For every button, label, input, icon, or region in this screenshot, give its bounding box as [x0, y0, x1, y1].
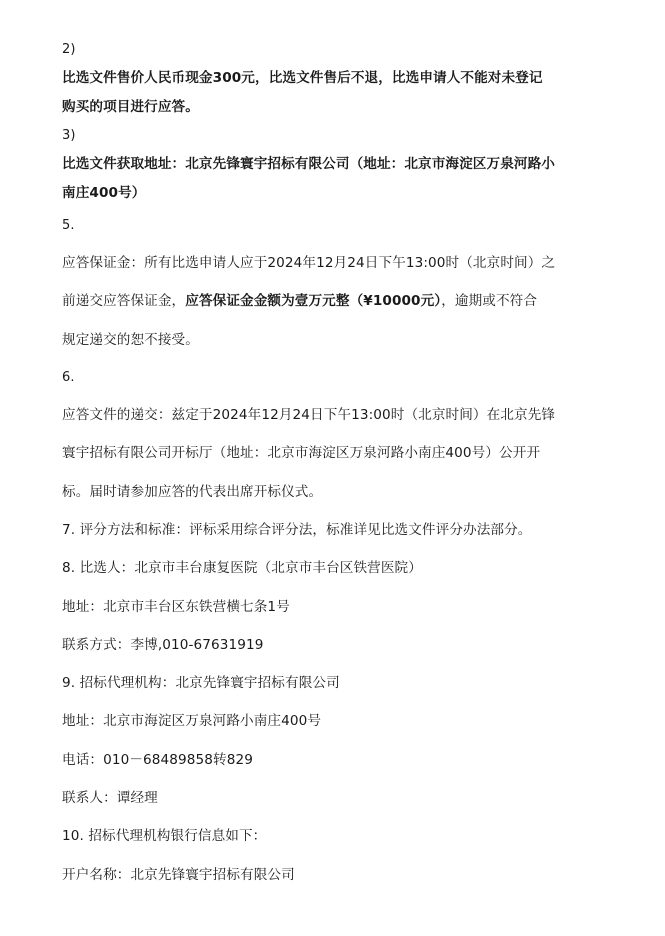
section-9-title: 9. 招标代理机构：北京先锋寰宇招标有限公司: [62, 675, 340, 691]
item-2-number: 2): [62, 42, 76, 57]
section-8-title: 8. 比选人：北京市丰台康复医院（北京市丰台区铁营医院）: [62, 560, 422, 576]
section-5-line-2-pre: 前递交应答保证金，: [62, 293, 186, 309]
section-5-line-1: 应答保证金：所有比选申请人应于2024年12月24日下午13:00时（北京时间）之: [62, 255, 556, 271]
section-9-contact: 联系人：谭经理: [62, 790, 158, 806]
section-9-phone: 电话：010－68489858转829: [62, 752, 253, 768]
deposit-amount-text: 应答保证金金额为壹万元整（¥10000元）: [185, 293, 442, 309]
section-7-text: 7. 评分方法和标准：评标采用综合评分法，标准详见比选文件评分办法部分。: [62, 522, 532, 538]
section-5-number: 5.: [62, 218, 75, 233]
section-6-line-2: 寰宇招标有限公司开标厅（地址：北京市海淀区万泉河路小南庄400号）公开开: [62, 445, 541, 461]
section-8-contact: 联系方式：李博,010-67631919: [62, 637, 264, 653]
item-3-line-2: 南庄400号）: [62, 185, 146, 201]
item-2-line-1: 比选文件售价人民币现金300元，比选文件售后不退，比选申请人不能对未登记: [62, 70, 543, 86]
section-5-line-2-post: ，逾期或不符合: [441, 293, 538, 309]
section-8-address: 地址：北京市丰台区东铁营横七条1号: [62, 599, 290, 615]
section-6-number: 6.: [62, 370, 75, 385]
item-3-number: 3): [62, 128, 76, 143]
item-2-line-2: 购买的项目进行应答。: [62, 99, 199, 115]
section-6-line-3: 标。届时请参加应答的代表出席开标仪式。: [62, 484, 323, 500]
section-6-line-1: 应答文件的递交：兹定于2024年12月24日下午13:00时（北京时间）在北京先锋: [62, 407, 556, 423]
item-3-line-1: 比选文件获取地址：北京先锋寰宇招标有限公司（地址：北京市海淀区万泉河路小: [62, 156, 555, 172]
section-5-line-2: [62, 291, 537, 311]
section-10-title: 10. 招标代理机构银行信息如下：: [62, 828, 267, 844]
section-5-line-3: 规定递交的恕不接受。: [62, 332, 199, 348]
section-9-address: 地址：北京市海淀区万泉河路小南庄400号: [62, 713, 322, 729]
section-10-account-name: 开户名称：北京先锋寰宇招标有限公司: [62, 867, 295, 883]
